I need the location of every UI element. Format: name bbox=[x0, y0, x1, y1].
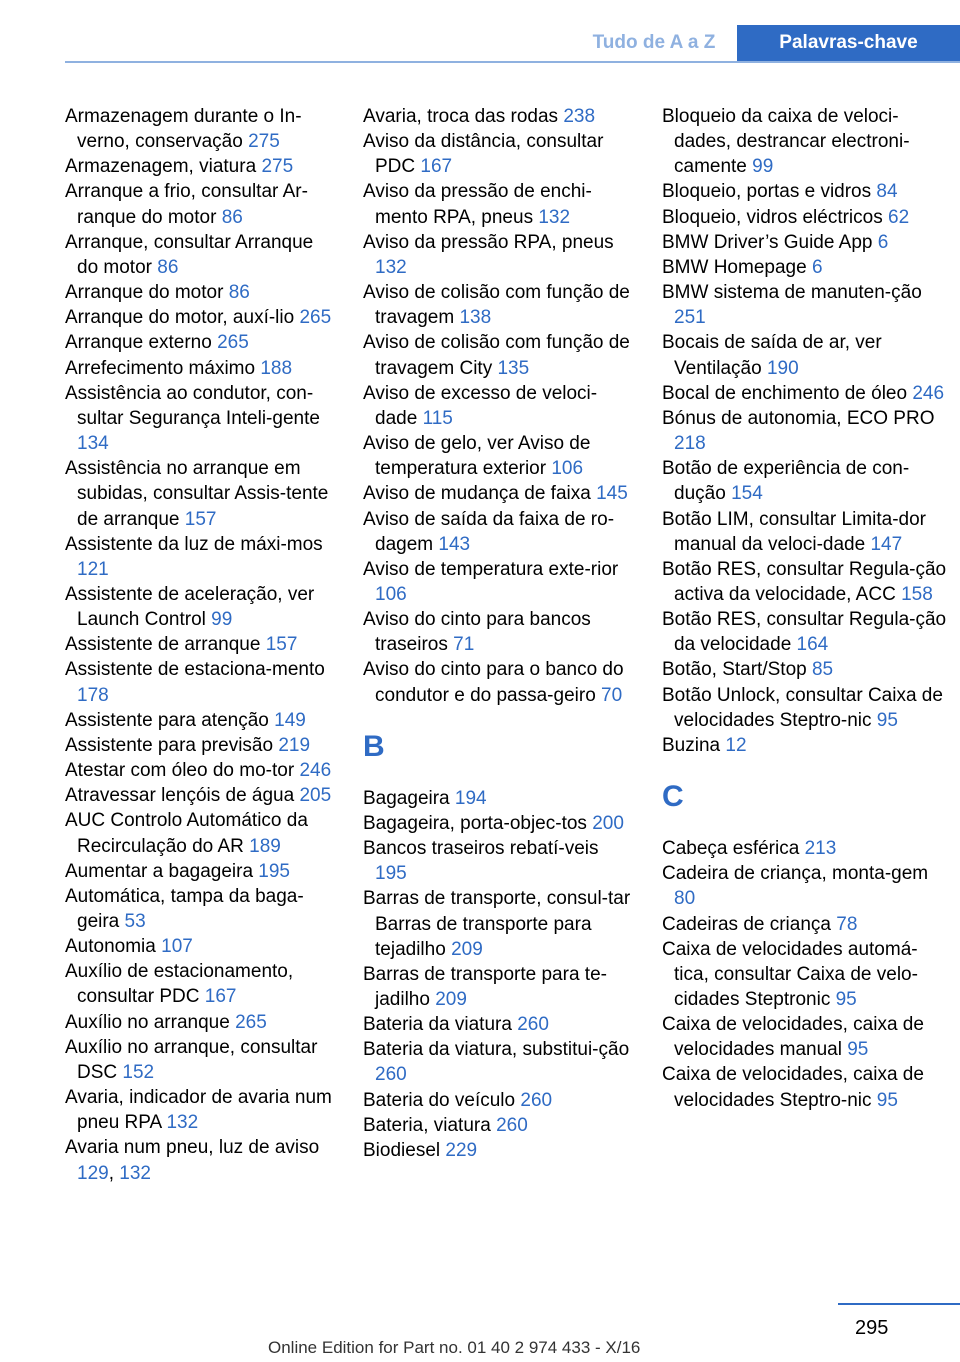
page-reference-link[interactable]: 260 bbox=[375, 1064, 407, 1086]
page-reference-link[interactable]: 145 bbox=[596, 483, 628, 505]
page-reference-link[interactable]: 229 bbox=[445, 1139, 478, 1161]
page-reference-link[interactable]: 95 bbox=[847, 1039, 869, 1061]
index-entry bbox=[662, 104, 947, 179]
index-entry bbox=[363, 557, 635, 607]
entry-term: Bateria da viatura bbox=[363, 1014, 512, 1036]
index-entry bbox=[65, 305, 335, 330]
page-reference-link[interactable]: 265 bbox=[217, 332, 249, 354]
index-entry bbox=[662, 230, 947, 255]
page-reference-link[interactable]: 86 bbox=[228, 282, 250, 304]
entry-term: Aviso do cinto para bancos traseiros bbox=[363, 609, 591, 656]
index-entry bbox=[65, 280, 335, 305]
page-reference-link[interactable]: 99 bbox=[211, 609, 233, 631]
page-reference-link[interactable]: 209 bbox=[451, 938, 483, 960]
index-entry bbox=[363, 129, 635, 179]
index-entry bbox=[65, 758, 335, 783]
entry-term: Avaria, troca das rodas bbox=[363, 106, 559, 127]
entry-term: Bloqueio, vidros eléctricos bbox=[662, 206, 883, 228]
page-reference-link[interactable]: 164 bbox=[796, 634, 829, 656]
index-entry bbox=[662, 255, 947, 280]
page-reference-link[interactable]: 205 bbox=[299, 785, 332, 807]
section-letter: B bbox=[363, 729, 385, 763]
entry-term: Bateria da viatura, substitui‐ção bbox=[363, 1039, 630, 1061]
page-reference-link[interactable]: 275 bbox=[248, 131, 280, 153]
page-reference-link[interactable]: 143 bbox=[438, 533, 471, 555]
page-reference-link[interactable]: 106 bbox=[375, 583, 407, 605]
index-entry bbox=[65, 708, 335, 733]
page-reference-link[interactable]: 84 bbox=[876, 181, 898, 203]
index-entry bbox=[363, 481, 635, 506]
page-reference-link[interactable]: 70 bbox=[601, 684, 623, 706]
index-entry bbox=[65, 582, 335, 632]
page-reference-link[interactable]: 129 bbox=[77, 1162, 109, 1184]
page-reference-link[interactable]: 132 bbox=[375, 256, 407, 278]
index-entry bbox=[662, 280, 947, 330]
index-entry bbox=[662, 657, 947, 682]
index-entry bbox=[363, 1012, 635, 1037]
index-entry bbox=[662, 179, 947, 204]
entry-term: Aviso de mudança de faixa bbox=[363, 483, 591, 505]
entry-term: Aviso de excesso de veloci‐dade bbox=[363, 382, 598, 429]
index-entry bbox=[662, 381, 947, 406]
entry-term: Bateria, viatura bbox=[363, 1114, 491, 1136]
page-reference-link[interactable]: 265 bbox=[235, 1011, 267, 1033]
entry-term: Caixa de velocidades automá‐tica, consultar Caixa de velo‐cidades Steptronic bbox=[662, 938, 918, 1010]
index-entry bbox=[363, 431, 635, 481]
index-entry bbox=[65, 632, 335, 657]
page-reference-link[interactable]: 134 bbox=[77, 433, 109, 455]
index-entry bbox=[363, 886, 635, 961]
page-reference-link[interactable]: 121 bbox=[77, 558, 109, 580]
page-reference-link[interactable]: 157 bbox=[265, 634, 298, 656]
page-reference-link[interactable]: 178 bbox=[77, 684, 109, 706]
entry-term: Arranque do motor, auxí‐lio bbox=[65, 307, 295, 329]
page-reference-link[interactable]: 251 bbox=[674, 307, 706, 329]
entry-term: Armazenagem durante o In‐verno, conservação bbox=[65, 106, 302, 153]
entry-term: Barras de transporte para te‐jadilho bbox=[363, 963, 607, 1010]
entry-term: Botão, Start/Stop bbox=[662, 659, 807, 681]
page-reference-link[interactable]: 194 bbox=[454, 787, 487, 809]
page-reference-link[interactable]: 246 bbox=[299, 760, 332, 782]
index-entry bbox=[662, 937, 947, 1012]
page-reference-link[interactable]: 132 bbox=[166, 1112, 199, 1134]
page-reference-link[interactable]: 147 bbox=[870, 533, 903, 555]
page-reference-link[interactable]: 195 bbox=[258, 860, 290, 882]
entry-term: Aviso de saída da faixa de ro‐dagem bbox=[363, 508, 615, 555]
page-reference-link[interactable]: 209 bbox=[435, 989, 467, 1010]
entry-term: Assistente para atenção bbox=[65, 709, 269, 731]
entry-term: Aviso da distância, consultar PDC bbox=[363, 131, 604, 178]
entry-term: Bancos traseiros rebatí‐veis bbox=[363, 838, 599, 860]
index-entry bbox=[65, 884, 335, 934]
entry-term: Botão de experiência de con‐dução bbox=[662, 458, 910, 505]
entry-term: Aviso do cinto para o banco do condutor e do passa‐geiro bbox=[363, 659, 624, 706]
page-reference-link[interactable]: 265 bbox=[299, 307, 332, 329]
index-entry bbox=[65, 808, 335, 858]
entry-term: Automática, tampa da baga‐geira bbox=[65, 885, 304, 932]
page-reference-link[interactable]: 132 bbox=[119, 1162, 151, 1184]
entry-term: Assistência no arranque em subidas, consultar Assis‐tente de arranque bbox=[65, 458, 329, 530]
entry-term: Assistente de estaciona‐mento bbox=[65, 659, 325, 681]
entry-term: Auxílio no arranque bbox=[65, 1011, 230, 1033]
page-reference-link[interactable]: 86 bbox=[221, 206, 243, 228]
entry-term: Bateria do veículo bbox=[363, 1089, 516, 1111]
page-reference-link[interactable]: 189 bbox=[249, 835, 281, 857]
index-entry bbox=[65, 733, 335, 758]
entry-term: Armazenagem, viatura bbox=[65, 156, 257, 178]
page-reference-link[interactable]: 99 bbox=[752, 156, 774, 178]
entry-term: Caixa de velocidades, caixa de velocidades Steptro‐nic bbox=[662, 1064, 924, 1111]
entry-term: Atestar com óleo do mo‐tor bbox=[65, 760, 295, 782]
index-entry bbox=[662, 836, 947, 861]
entry-term: Bloqueio, portas e vidros bbox=[662, 181, 872, 203]
index-entry bbox=[65, 154, 335, 179]
page-reference-link[interactable]: 219 bbox=[278, 734, 311, 756]
index-entry bbox=[363, 1113, 635, 1138]
page-reference-link[interactable]: 95 bbox=[876, 709, 898, 731]
entry-term: Aumentar a bagageira bbox=[65, 860, 254, 882]
entry-term: Atravessar lençóis de água bbox=[65, 785, 295, 807]
page-reference-link[interactable]: 190 bbox=[766, 357, 799, 379]
entry-term: Bagageira, porta-objec‐tos bbox=[363, 812, 587, 834]
index-entry bbox=[65, 381, 335, 456]
index-entry bbox=[65, 456, 335, 531]
index-entry bbox=[363, 104, 635, 129]
index-entry bbox=[662, 1012, 947, 1062]
index-entry bbox=[662, 912, 947, 937]
entry-term: BMW Driver’s Guide App bbox=[662, 231, 873, 253]
index-entry bbox=[65, 1035, 335, 1085]
index-entry bbox=[662, 205, 947, 230]
page-reference-link[interactable]: 138 bbox=[459, 307, 492, 329]
index-entry: Avaria num pneu, luz de aviso 129, 132 bbox=[65, 1137, 320, 1184]
entry-term: Botão RES, consultar Regula‐ção activa da velocidade, ACC bbox=[662, 558, 947, 605]
entry-term: Aviso de colisão com função de travagem City bbox=[363, 332, 630, 379]
page-reference-link[interactable]: 260 bbox=[520, 1089, 553, 1111]
page-number: 295 bbox=[855, 1317, 889, 1339]
index-entry bbox=[65, 230, 335, 280]
page-reference-link[interactable]: 218 bbox=[674, 433, 706, 455]
edition-footer: Online Edition for Part no. 01 40 2 974 433 - X/16 bbox=[268, 1338, 641, 1357]
page-reference-link[interactable]: 260 bbox=[517, 1014, 549, 1036]
index-entry bbox=[363, 1088, 635, 1113]
index-entry bbox=[65, 356, 335, 381]
page-reference-link[interactable]: 6 bbox=[811, 256, 823, 278]
page-reference-link[interactable]: 275 bbox=[261, 156, 294, 178]
index-entry bbox=[363, 657, 635, 707]
page-reference-link[interactable]: 246 bbox=[912, 382, 945, 404]
tab-palavras-chave[interactable]: Palavras-chave bbox=[737, 25, 960, 61]
page-reference-link[interactable]: 213 bbox=[804, 838, 837, 860]
page-reference-link[interactable]: 6 bbox=[877, 231, 889, 253]
entry-term: Botão LIM, consultar Limita‐dor manual da veloci‐dade bbox=[662, 508, 927, 555]
page-reference-link[interactable]: 95 bbox=[876, 1089, 898, 1111]
page-reference-link[interactable]: 195 bbox=[375, 863, 407, 885]
entry-term: Cadeiras de criança bbox=[662, 913, 831, 935]
index-entry bbox=[363, 179, 635, 229]
entry-term: Bocais de saída de ar, ver Ventilação bbox=[662, 332, 882, 379]
entry-term: Aviso de colisão com função de travagem bbox=[363, 282, 630, 329]
page-reference-link[interactable]: 167 bbox=[420, 156, 453, 178]
index-entry bbox=[363, 1138, 635, 1163]
index-entry bbox=[363, 330, 635, 380]
index-entry bbox=[65, 1010, 335, 1035]
index-entry bbox=[363, 962, 635, 1012]
page-reference-link[interactable]: 132 bbox=[538, 206, 571, 228]
entry-term: Aviso da pressão de enchi‐mento RPA, pneus bbox=[363, 181, 592, 228]
entry-term: Arrefecimento máximo bbox=[65, 357, 256, 379]
page-reference-link[interactable]: 107 bbox=[161, 936, 193, 958]
index-entry bbox=[363, 607, 635, 657]
entry-term: Aviso da pressão RPA, pneus bbox=[363, 231, 614, 253]
page-reference-link[interactable]: 154 bbox=[731, 483, 763, 505]
index-column-3 bbox=[662, 104, 947, 1113]
page-reference-link[interactable]: 158 bbox=[901, 583, 933, 605]
index-entry bbox=[363, 1037, 635, 1087]
index-column-1 bbox=[65, 104, 335, 1186]
entry-term: Assistente de arranque bbox=[65, 634, 261, 656]
page-reference-link[interactable]: 86 bbox=[157, 256, 179, 278]
index-entry bbox=[363, 786, 635, 811]
entry-term: Assistente da luz de máxi‐mos bbox=[65, 533, 323, 555]
entry-term: Auxílio de estacionamento, consultar PDC bbox=[65, 961, 294, 1008]
index-entry bbox=[662, 557, 947, 607]
index-entry bbox=[662, 1062, 947, 1112]
entry-term: Buzina bbox=[662, 734, 721, 756]
index-entry bbox=[662, 330, 947, 380]
page-reference-link[interactable]: 115 bbox=[422, 407, 453, 429]
entry-term: BMW sistema de manuten‐ção bbox=[662, 282, 922, 304]
entry-term: Aviso de gelo, ver Aviso de temperatura exterior bbox=[363, 433, 591, 480]
entry-term: Arranque externo bbox=[65, 332, 212, 354]
entry-term: Botão RES, consultar Regula‐ção da velocidade bbox=[662, 609, 947, 656]
entry-term: Avaria num pneu, luz de aviso bbox=[65, 1137, 320, 1159]
page-reference-link[interactable]: 200 bbox=[592, 812, 624, 834]
index-entry bbox=[363, 381, 635, 431]
page-reference-link[interactable]: 12 bbox=[725, 734, 747, 756]
page-reference-link[interactable]: 135 bbox=[497, 357, 530, 379]
page-header bbox=[0, 25, 960, 61]
index-entry bbox=[65, 104, 335, 154]
index-entry bbox=[363, 507, 635, 557]
section-letter: C bbox=[662, 780, 684, 814]
entry-term: Biodiesel bbox=[363, 1139, 441, 1161]
index-entry bbox=[65, 179, 335, 229]
entry-term: Aviso de temperatura exte‐rior bbox=[363, 558, 619, 580]
entry-term: Caixa de velocidades, caixa de velocidades manual bbox=[662, 1014, 924, 1061]
page-reference-link[interactable]: 80 bbox=[674, 888, 696, 910]
index-entry bbox=[363, 811, 635, 836]
footer-divider bbox=[838, 1303, 960, 1305]
index-entry bbox=[662, 733, 947, 758]
page-reference-link[interactable]: 260 bbox=[496, 1114, 528, 1136]
index-entry bbox=[662, 507, 947, 557]
entry-term: Bagageira bbox=[363, 787, 450, 809]
index-column-2 bbox=[363, 104, 635, 1163]
page-reference-link[interactable]: 78 bbox=[836, 913, 858, 935]
index-entry bbox=[65, 1085, 335, 1135]
entry-term: Assistente de aceleração, ver Launch Control bbox=[65, 583, 315, 631]
entry-term: Autonomia bbox=[65, 936, 156, 958]
page-reference-link[interactable]: 152 bbox=[122, 1061, 155, 1083]
index-entry bbox=[65, 783, 335, 808]
index-entry bbox=[65, 859, 335, 884]
entry-term: BMW Homepage bbox=[662, 256, 807, 278]
page-reference-link[interactable]: 85 bbox=[811, 659, 834, 681]
index-entry bbox=[662, 861, 947, 911]
index-entry bbox=[662, 607, 947, 657]
page-reference-link[interactable]: 149 bbox=[274, 709, 306, 731]
entry-term: Avaria, indicador de avaria num pneu RPA bbox=[65, 1087, 332, 1134]
index-entry bbox=[363, 230, 635, 280]
entry-term: Bocal de enchimento de óleo bbox=[662, 382, 908, 404]
page-reference-link[interactable]: 188 bbox=[260, 357, 293, 379]
tab-tudo-de-a-a-z[interactable]: Tudo de A a Z bbox=[592, 32, 716, 53]
header-divider bbox=[65, 61, 960, 63]
entry-term: Arranque do motor bbox=[65, 282, 224, 304]
page-reference-link[interactable]: 71 bbox=[453, 634, 475, 656]
entry-term: Cabeça esférica bbox=[662, 838, 800, 860]
entry-term: Bloqueio da caixa de veloci‐dades, destrancar electroni‐camente bbox=[662, 106, 910, 178]
entry-term: Barras de transporte, consul‐tar Barras de transporte para tejadilho bbox=[363, 888, 631, 960]
index-entry bbox=[65, 657, 335, 707]
page-reference-link[interactable]: 238 bbox=[563, 106, 596, 127]
page-reference-link[interactable]: 53 bbox=[124, 911, 146, 932]
index-entry bbox=[363, 280, 635, 330]
entry-term: Arranque a frio, consultar Ar‐ranque do motor bbox=[65, 181, 308, 228]
page-reference-link[interactable]: 157 bbox=[184, 508, 217, 530]
entry-term: Assistência ao condutor, con‐sultar Segurança Inteli‐gente bbox=[65, 382, 320, 429]
page-reference-link[interactable]: 106 bbox=[551, 458, 584, 480]
index-entry bbox=[363, 836, 635, 886]
entry-term: Cadeira de criança, monta‐gem bbox=[662, 863, 929, 885]
entry-term: Auxílio no arranque, consultar DSC bbox=[65, 1036, 318, 1083]
entry-term: Botão Unlock, consultar Caixa de velocidades Steptro‐nic bbox=[662, 684, 943, 731]
index-entry bbox=[65, 934, 335, 959]
entry-term: Bónus de autonomia, ECO PRO bbox=[662, 407, 935, 429]
index-entry bbox=[662, 456, 947, 506]
index-entry bbox=[65, 959, 335, 1009]
index-entry bbox=[65, 532, 335, 582]
entry-term: Arranque, consultar Arranque do motor bbox=[65, 231, 314, 278]
index-entry bbox=[65, 330, 335, 355]
entry-term: AUC Controlo Automático da Recirculação do AR bbox=[65, 810, 308, 857]
page-reference-link[interactable]: 62 bbox=[888, 206, 910, 228]
page-reference-link[interactable]: 95 bbox=[835, 989, 857, 1010]
index-entry bbox=[662, 683, 947, 733]
page-reference-link[interactable]: 167 bbox=[204, 986, 237, 1008]
index-entry bbox=[662, 406, 947, 456]
entry-term: Assistente para previsão bbox=[65, 734, 274, 756]
